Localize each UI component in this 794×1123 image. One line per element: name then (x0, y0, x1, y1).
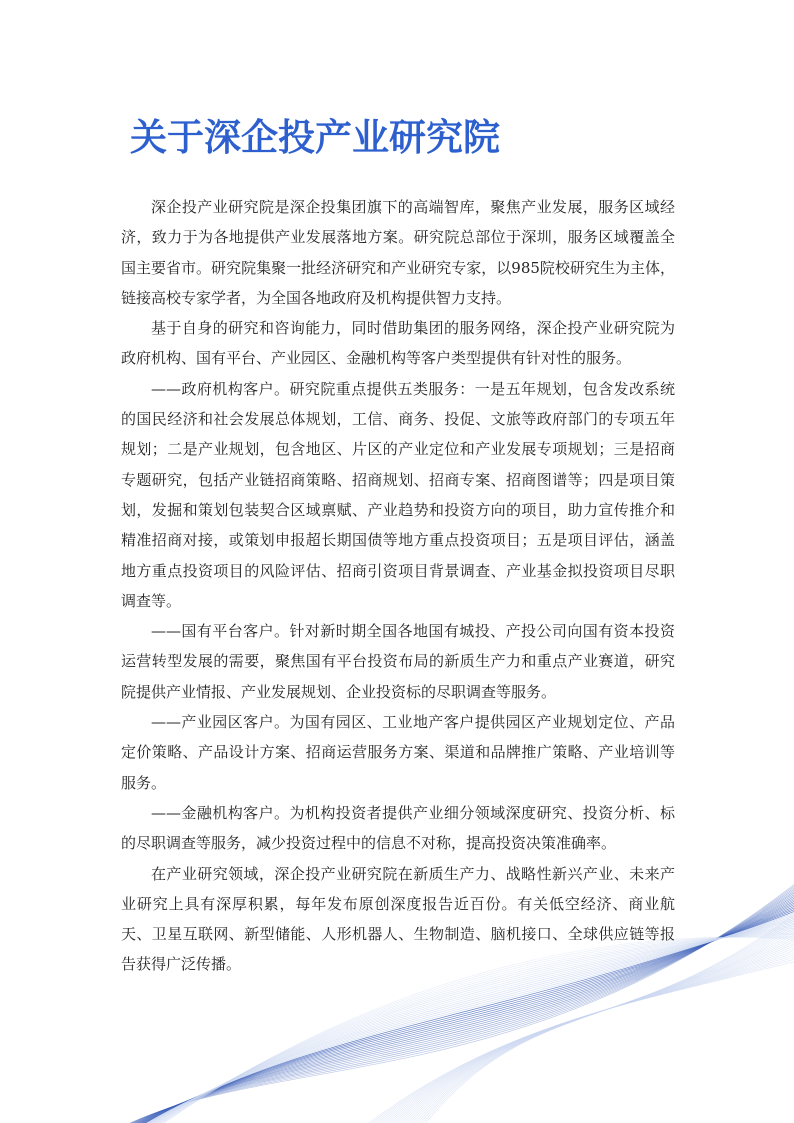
paragraph-government-clients (121, 374, 675, 616)
page-title: 关于深企投产业研究院 (130, 116, 500, 159)
body-text (121, 192, 675, 980)
paragraph-dash: —— (151, 713, 181, 732)
paragraph-dash: —— (151, 803, 181, 822)
wave-line (360, 960, 794, 1123)
paragraph-intro (121, 192, 675, 313)
paragraph-text: 在产业研究领域，深企投产业研究院在新质生产力、战略性新兴产业、未来产业研究上具有深厚积累，每年发布原创深度报告近百份。有关低空经济、商业航天、卫星互联网、新型储能、人形机器人、生物制造、脑机接口、全球供应链等报告获得广泛传播。 (121, 864, 675, 974)
paragraph-text: 基于自身的研究和咨询能力，同时借助集团的服务网络，深企投产业研究院为政府机构、国有平台、产业园区、金融机构等客户类型提供有针对性的服务。 (121, 319, 675, 368)
paragraph-industrial-park-clients (121, 707, 675, 798)
wave-line (366, 955, 794, 1123)
paragraph-services-overview (121, 313, 675, 374)
paragraph-dash: —— (151, 379, 181, 398)
paragraph-research-field (121, 859, 675, 980)
paragraph-text: 产业园区客户。为国有园区、工业地产客户提供园区产业规划定位、产品定价策略、产品设计方案、招商运营服务方案、渠道和品牌推广策略、产业培训等服务。 (121, 713, 675, 792)
paragraph-text: 政府机构客户。研究院重点提供五类服务：一是五年规划，包含发改系统的国民经济和社会发展总体规划，工信、商务、投促、文旅等政府部门的专项五年规划；二是产业规划，包含地区、片区的产业定位和产业发展专项规划；三是招商专题研究，包括产业链招商策略、招商规划、招商专案、招商图谱等；四是项目策划，发掘和策划包装契合区域禀赋、产业趋势和投资方向的项目，助力宣传推介和精准招商对接，或策划申报超长期国债等地方重点投资项目；五是项目评估，涵盖地方重点投资项目的风险评估、招商引资项目背景调查、产业基金拟投资项目尽职调查等。 (121, 379, 675, 610)
wave-line (363, 958, 794, 1123)
paragraph-text: 金融机构客户。为机构投资者提供产业细分领域深度研究、投资分析、标的尽职调查等服务，减少投资过程中的信息不对称，提高投资决策准确率。 (121, 803, 675, 853)
paragraph-financial-clients (121, 798, 675, 859)
paragraph-text: 深企投产业研究院是深企投集团旗下的高端智库，聚焦产业发展，服务区域经济，致力于为各地提供产业发展落地方案。研究院总部位于深圳，服务区域覆盖全国主要省市。研究院集聚一批经济研究和产业研究专家，以985院校研究生为主体，链接高校专家学者，为全国各地政府及机构提供智力支持。 (121, 198, 675, 307)
paragraph-state-platform-clients (121, 616, 675, 707)
paragraph-dash: —— (151, 622, 181, 641)
paragraph-text: 国有平台客户。针对新时期全国各地国有城投、产投公司向国有资本投资运营转型发展的需要，聚焦国有平台投资布局的新质生产力和重点产业赛道，研究院提供产业情报、产业发展规划、企业投资标的尽职调查等服务。 (121, 622, 675, 701)
